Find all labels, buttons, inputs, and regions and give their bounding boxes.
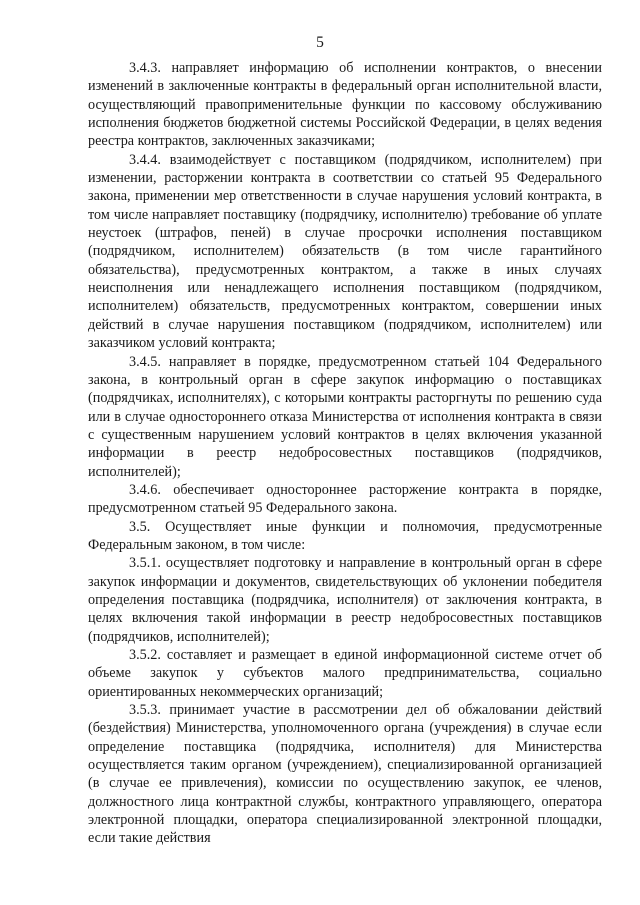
paragraph-3-5-2: 3.5.2. составляет и размещает в единой информационной системе отчет об объеме закупок у субъектов малого предпринимательства, социально ориентированных некоммерческих организаций; <box>88 647 602 700</box>
document-body <box>88 59 602 848</box>
paragraph-3-5: 3.5. Осуществляет иные функции и полномочия, предусмотренные Федеральным законом, в том числе: <box>88 518 602 553</box>
paragraph-3-4-3: 3.4.3. направляет информацию об исполнении контрактов, о внесении изменений в заключенные контракты в федеральный орган исполнительной власти, осуществляющий правоприменительные функции по кассовому обслуживанию исполнения бюджетов бюджетной системы Российской Федерации, в целях ведения реестра контрактов, заключенных заказчиками; <box>88 60 602 150</box>
paragraph-3-5-3: 3.5.3. принимает участие в рассмотрении дел об обжаловании действий (бездействия) Министерства, уполномоченного органа (учреждения) в случае если определение поставщика (подрядчика, исполнителя) для Министерства осуществляется таким органом (учреждением), специализированной организацией (в случае ее привлечения), комиссии по осуществлению закупок, ее членов, должностного лица контрактной службы, контрактного управляющего, оператора электронной площадки, оператора специализированной электронной площадки, если такие действия <box>88 702 602 847</box>
paragraph-3-4-5: 3.4.5. направляет в порядке, предусмотренном статьей 104 Федерального закона, в контрольный орган в сфере закупок информацию о поставщиках (подрядчиках, исполнителях), с которыми контракты расторгнуты по решению суда или в случае одностороннего отказа Министерства от исполнения контракта в связи с существенным нарушением условий контрактов в целях включения указанной информации в реестр недобросовестных поставщиков (подрядчиков, исполнителей); <box>88 353 602 480</box>
paragraph-3-4-4: 3.4.4. взаимодействует с поставщиком (подрядчиком, исполнителем) при изменении, расторжении контракта в соответствии со статьей 95 Федерального закона, применении мер ответственности в случае нарушения условий контракта, в том числе направляет поставщику (подрядчику, исполнителю) требование об уплате неустоек (штрафов, пеней) в случае просрочки исполнения поставщиком (подрядчиком, исполнителем) обязательств (в том числе гарантийного обязательства), предусмотренных контрактом, а также в иных случаях неисполнения или ненадлежащего исполнения поставщиком (подрядчиком, исполнителем) обязательств, предусмотренных контрактом, совершении иных действий в случае нарушения поставщиком (подрядчиком, исполнителем) или заказчиком условий контракта; <box>88 151 602 352</box>
paragraph-3-4-6: 3.4.6. обеспечивает одностороннее расторжение контракта в порядке, предусмотренном статьей 95 Федерального закона. <box>88 481 602 517</box>
paragraph-3-5-1: 3.5.1. осуществляет подготовку и направление в контрольный орган в сфере закупок информации и документов, свидетельствующих об уклонении победителя определения поставщика (подрядчика, исполнителя) от заключения контракта, в целях включения такой информации в реестр недобросовестных поставщиков (подрядчиков, исполнителей); <box>88 555 602 645</box>
page-number: 5 <box>316 34 324 51</box>
